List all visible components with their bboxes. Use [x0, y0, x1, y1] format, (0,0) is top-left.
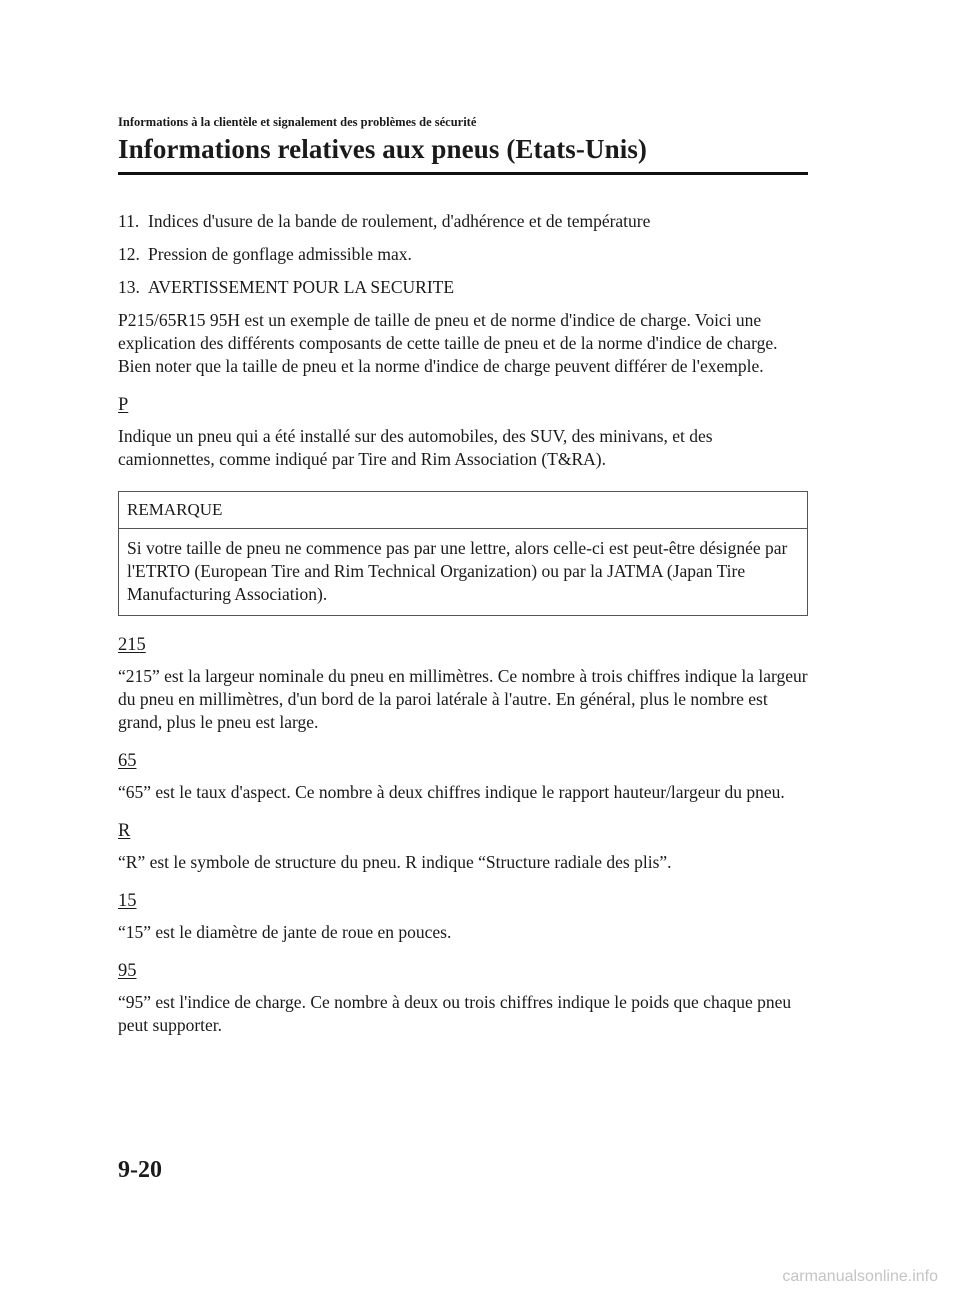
term-p-heading: P — [118, 395, 129, 415]
note-box — [118, 491, 808, 616]
term-65-description: “65” est le taux d'aspect. Ce nombre à deux chiffres indique le rapport hauteur/largeur du pneu. — [118, 782, 785, 802]
term-95-heading: 95 — [118, 961, 137, 981]
watermark-text: carmanualsonline.info — [782, 1268, 938, 1285]
page-content — [118, 210, 808, 1047]
list-item-number: 11. — [118, 211, 140, 231]
list-item — [118, 276, 808, 299]
term-r-description: “R” est le symbole de structure du pneu. R indique “Structure radiale des plis”. — [118, 852, 672, 872]
term-65-heading: 65 — [118, 751, 137, 771]
title-divider — [118, 172, 808, 175]
intro-paragraph: P215/65R15 95H est un exemple de taille de pneu et de norme d'indice de charge. Voici une explication des différents composants de cette taille de pneu et de la norme d'indice de charge. Bien noter que la taille de pneu et la norme d'indice de charge peuvent différer de l'exemple. — [118, 310, 778, 376]
manual-page — [118, 0, 808, 1293]
term-r-heading: R — [118, 821, 131, 841]
list-item-text: Indices d'usure de la bande de roulement, d'adhérence et de température — [148, 211, 651, 231]
page-title: Informations relatives aux pneus (Etats-Unis) — [118, 134, 648, 164]
section-label: Informations à la clientèle et signalement des problèmes de sécurité — [118, 115, 477, 129]
list-item-text: AVERTISSEMENT POUR LA SECURITE — [148, 277, 455, 297]
note-text: Si votre taille de pneu ne commence pas par une lettre, alors celle-ci est peut-être désignée par l'ETRTO (European Tire and Rim Technical Organization) ou par la JATMA (Japan Tire Manufacturing Association). — [127, 538, 788, 604]
term-p-description: Indique un pneu qui a été installé sur des automobiles, des SUV, des minivans, et des camionnettes, comme indiqué par Tire and Rim Association (T&RA). — [118, 426, 713, 469]
page-number: 9-20 — [118, 1157, 162, 1183]
list-item-number: 12. — [118, 244, 140, 264]
term-15-heading: 15 — [118, 891, 137, 911]
list-item — [118, 243, 808, 266]
term-15-description: “15” est le diamètre de jante de roue en pouces. — [118, 922, 452, 942]
list-item-number: 13. — [118, 277, 140, 297]
note-heading: REMARQUE — [119, 492, 807, 529]
list-item-text: Pression de gonflage admissible max. — [148, 244, 412, 264]
term-215-heading: 215 — [118, 635, 146, 655]
list-item — [118, 210, 808, 233]
term-95-description: “95” est l'indice de charge. Ce nombre à deux ou trois chiffres indique le poids que chaque pneu peut supporter. — [118, 992, 792, 1035]
term-215-description: “215” est la largeur nominale du pneu en millimètres. Ce nombre à trois chiffres indique la largeur du pneu en millimètres, d'un bord de la paroi latérale à l'autre. En général, plus le nombre est grand, plus le pneu est large. — [118, 666, 808, 732]
